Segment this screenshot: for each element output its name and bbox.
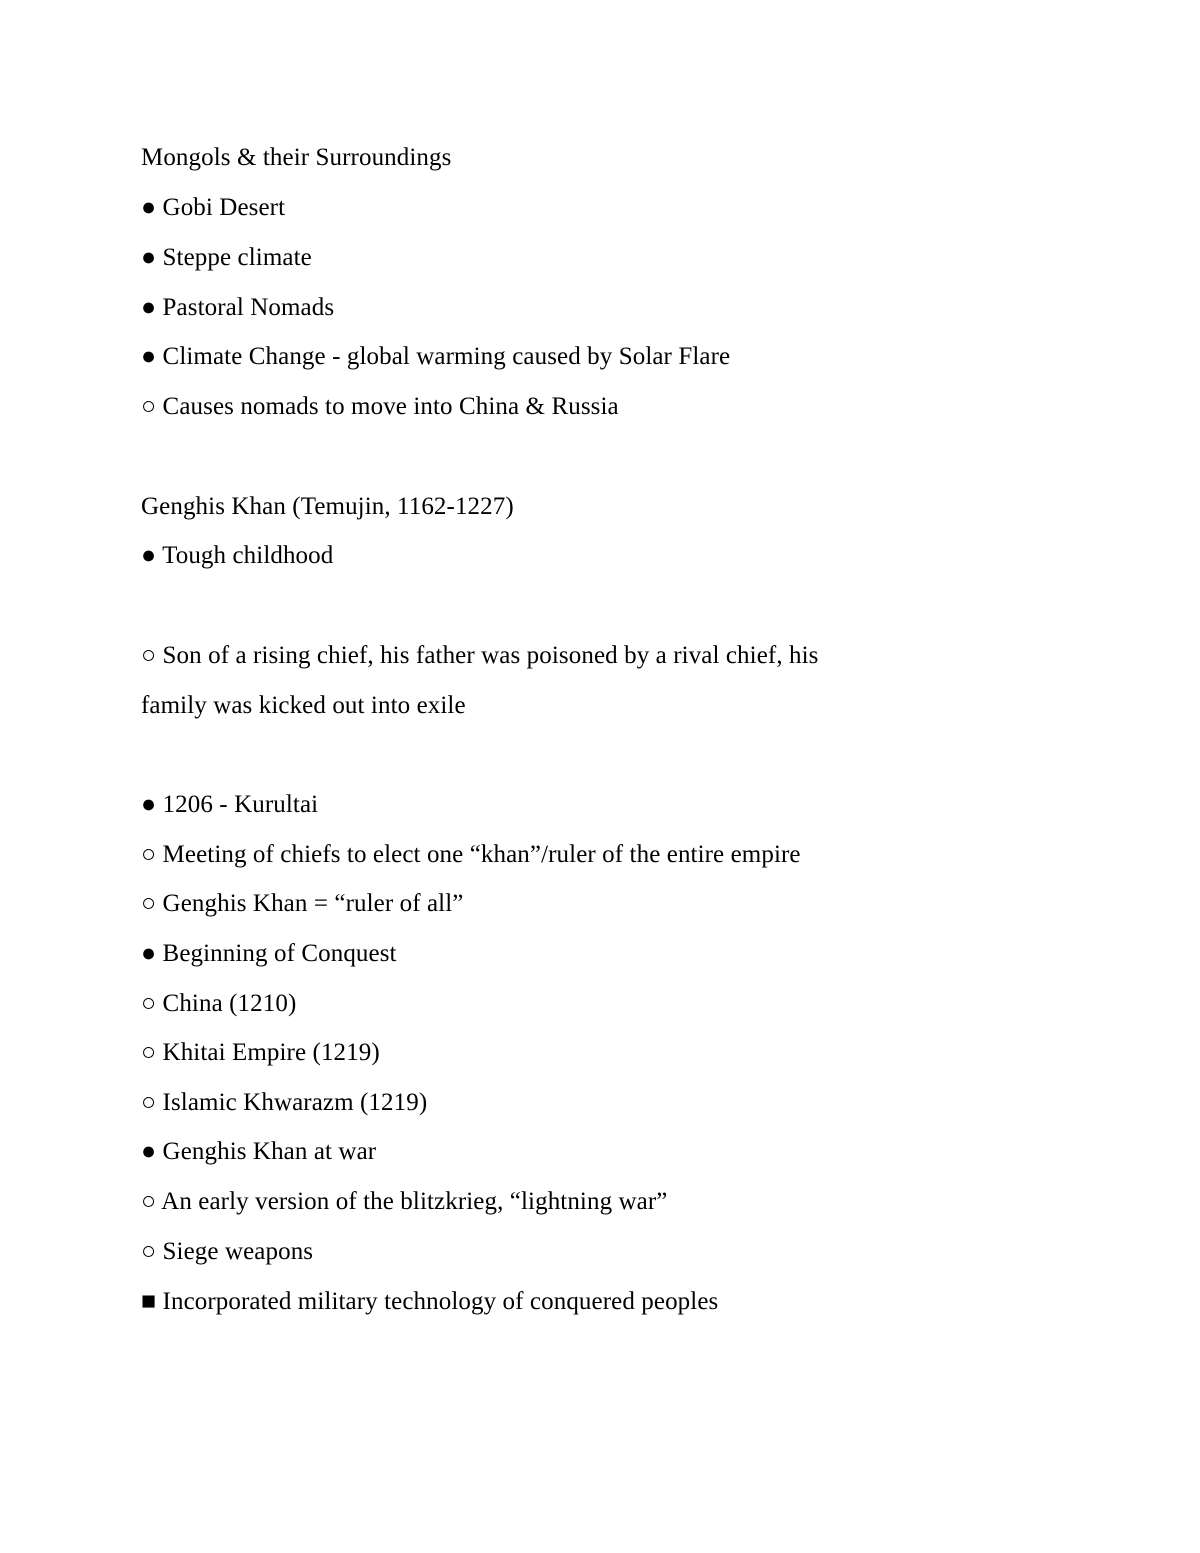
list-item: ● Pastoral Nomads: [141, 294, 335, 321]
list-item: ● Genghis Khan at war: [141, 1138, 377, 1165]
list-item: ● Beginning of Conquest: [141, 940, 397, 967]
list-item: ● Tough childhood: [141, 542, 334, 569]
list-item: ● 1206 - Kurultai: [141, 791, 319, 818]
sub-list-item: ○ Khitai Empire (1219): [141, 1039, 380, 1066]
sub-list-item: ○ An early version of the blitzkrieg, “lightning war”: [141, 1188, 668, 1215]
sub-list-item: ○ Siege weapons: [141, 1238, 314, 1265]
sub-list-item: ○ Islamic Khwarazm (1219): [141, 1089, 428, 1116]
sub-list-item: ○ Genghis Khan = “ruler of all”: [141, 890, 464, 917]
sub-list-item: ○ China (1210): [141, 990, 297, 1017]
section-heading-mongols: Mongols & their Surroundings: [141, 144, 452, 171]
list-item: ● Steppe climate: [141, 244, 312, 271]
sub-list-item: ○ Son of a rising chief, his father was poisoned by a rival chief, his: [141, 642, 819, 669]
sub-sub-list-item: ■ Incorporated military technology of conquered peoples: [141, 1288, 719, 1315]
list-item: ● Gobi Desert: [141, 194, 286, 221]
section-heading-genghis-khan: Genghis Khan (Temujin, 1162-1227): [141, 493, 514, 520]
sub-list-item-continuation: family was kicked out into exile: [141, 692, 466, 719]
sub-list-item: ○ Causes nomads to move into China & Russia: [141, 393, 619, 420]
sub-list-item: ○ Meeting of chiefs to elect one “khan”/ruler of the entire empire: [141, 841, 801, 868]
list-item: ● Climate Change - global warming caused by Solar Flare: [141, 343, 731, 370]
